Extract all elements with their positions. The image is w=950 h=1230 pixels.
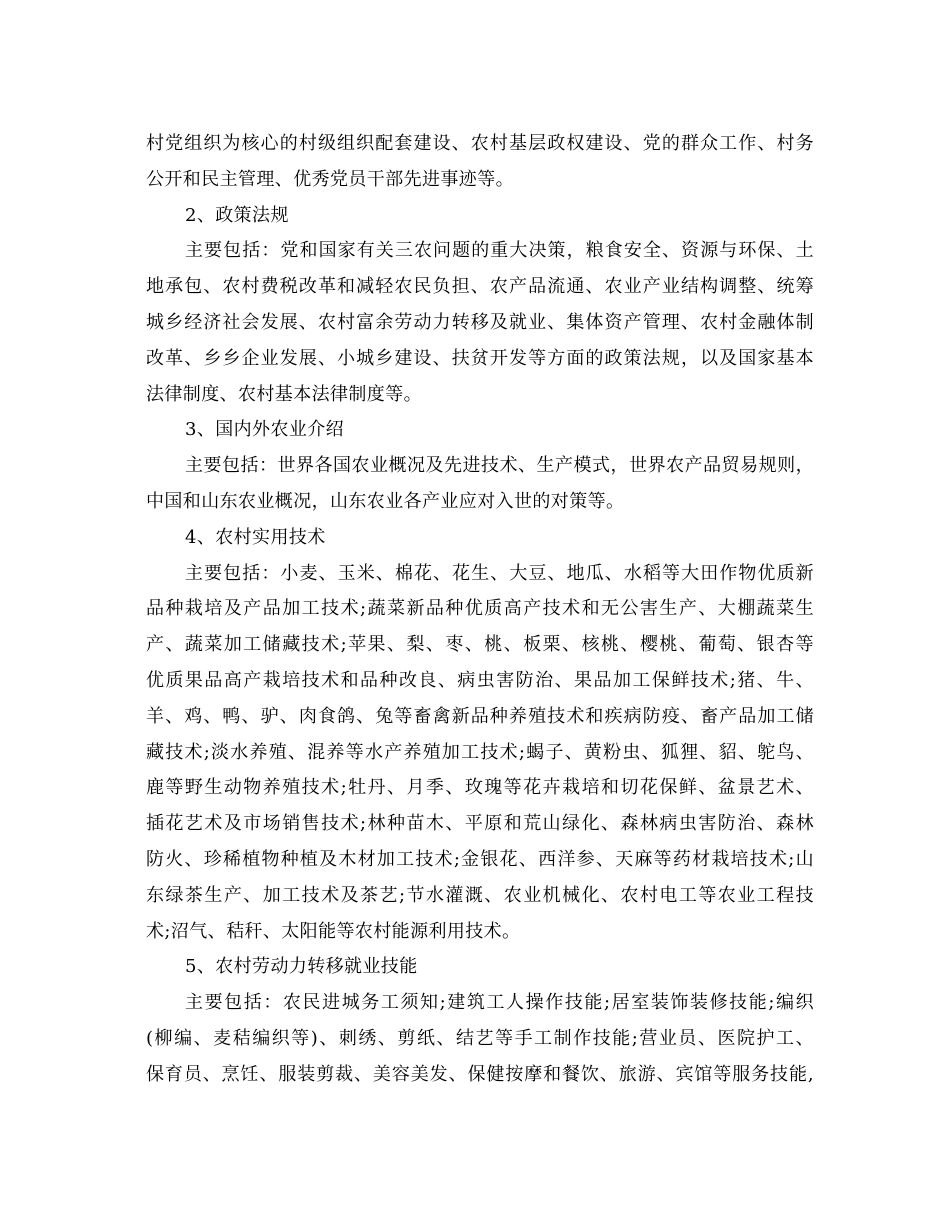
paragraph-line: 藏技术;淡水养殖、混养等水产养殖加工技术;蝎子、黄粉虫、狐狸、貂、鸵鸟、 bbox=[146, 741, 814, 763]
paragraph-line: (柳编、麦秸编织等)、刺绣、剪纸、结艺等手工制作技能;营业员、医院护工、 bbox=[146, 1027, 814, 1049]
paragraph-line: 主要包括：世界各国农业概况及先进技术、生产模式，世界农产品贸易规则， bbox=[185, 455, 814, 477]
paragraph-line: 主要包括：小麦、玉米、棉花、花生、大豆、地瓜、水稻等大田作物优质新 bbox=[185, 562, 814, 584]
paragraph-line: 优质果品高产栽培技术和品种改良、病虫害防治、果品加工保鲜技术;猪、牛、 bbox=[146, 669, 814, 691]
document-body bbox=[146, 126, 814, 1093]
paragraph-line: 东绿茶生产、加工技术及茶艺;节水灌溉、农业机械化、农村电工等农业工程技 bbox=[146, 884, 814, 906]
paragraph-line: 术;沼气、秸秆、太阳能等农村能源利用技术。 bbox=[146, 920, 521, 942]
paragraph-line: 中国和山东农业概况，山东农业各产业应对入世的对策等。 bbox=[146, 490, 625, 512]
paragraph-line: 公开和民主管理、优秀党员干部先进事迹等。 bbox=[146, 168, 514, 190]
section-heading: 3、国内外农业介绍 bbox=[185, 419, 345, 441]
paragraph-line: 法律制度、农村基本法律制度等。 bbox=[146, 383, 422, 405]
paragraph-line: 鹿等野生动物养殖技术;牡丹、月季、玫瑰等花卉栽培和切花保鲜、盆景艺术、 bbox=[146, 777, 814, 799]
paragraph-line: 保育员、烹饪、服装剪裁、美容美发、保健按摩和餐饮、旅游、宾馆等服务技能, bbox=[146, 1063, 814, 1085]
paragraph-line: 插花艺术及市场销售技术;林种苗木、平原和荒山绿化、森林病虫害防治、森林 bbox=[146, 813, 814, 835]
paragraph-line: 地承包、农村费税改革和减轻农民负担、农产品流通、农业产业结构调整、统筹 bbox=[146, 276, 814, 298]
paragraph-line: 主要包括：党和国家有关三农问题的重大决策，粮食安全、资源与环保、土 bbox=[185, 240, 814, 262]
paragraph-line: 改革、乡乡企业发展、小城乡建设、扶贫开发等方面的政策法规，以及国家基本 bbox=[146, 347, 814, 369]
section-heading: 5、农村劳动力转移就业技能 bbox=[185, 956, 418, 978]
section-heading: 2、政策法规 bbox=[185, 204, 289, 226]
paragraph-line: 村党组织为核心的村级组织配套建设、农村基层政权建设、党的群众工作、村务 bbox=[146, 133, 814, 154]
paragraph-line: 城乡经济社会发展、农村富余劳动力转移及就业、集体资产管理、农村金融体制 bbox=[146, 311, 814, 333]
paragraph-line: 主要包括：农民进城务工须知;建筑工人操作技能;居室装饰装修技能;编织 bbox=[185, 992, 814, 1014]
paragraph-line: 品种栽培及产品加工技术;蔬菜新品种优质高产技术和无公害生产、大棚蔬菜生 bbox=[146, 598, 814, 620]
paragraph-line: 防火、珍稀植物种植及木材加工技术;金银花、西洋参、天麻等药材栽培技术;山 bbox=[146, 848, 814, 870]
paragraph-line: 羊、鸡、鸭、驴、肉食鸽、兔等畜禽新品种养殖技术和疾病防疫、畜产品加工储 bbox=[146, 705, 814, 727]
paragraph-line: 产、蔬菜加工储藏技术;苹果、梨、枣、桃、板栗、核桃、樱桃、葡萄、银杏等 bbox=[146, 634, 814, 656]
section-heading: 4、农村实用技术 bbox=[185, 526, 326, 548]
